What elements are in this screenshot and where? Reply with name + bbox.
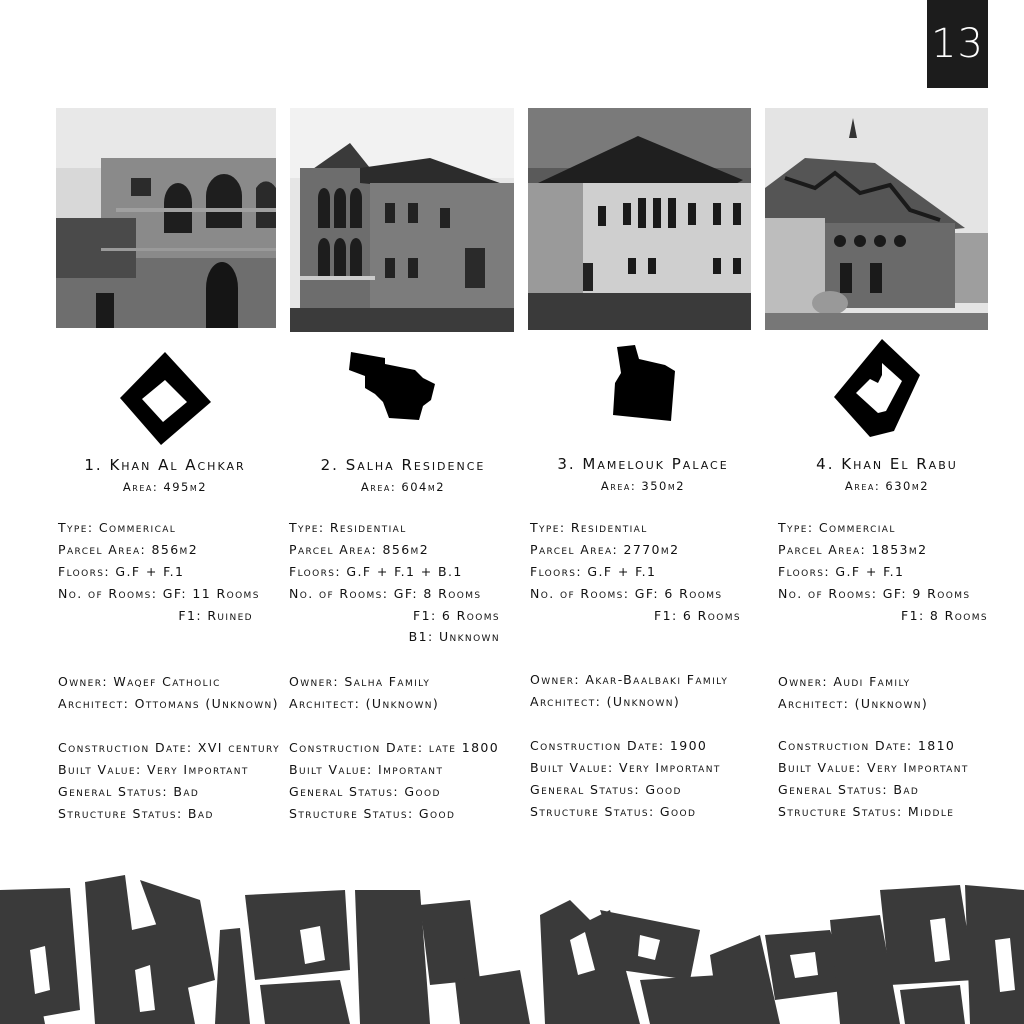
parcel-area: Parcel Area: 856m2 <box>58 542 199 557</box>
info-building-2-owner <box>289 671 439 715</box>
info-building-3-owner <box>530 669 728 713</box>
structure-status: Structure Status: Middle <box>778 804 955 819</box>
rooms: No. of Rooms: GF: 6 Rooms <box>530 586 723 601</box>
architect: Architect: (Unknown) <box>778 696 929 711</box>
structure-status: Structure Status: Bad <box>58 806 214 821</box>
urban-fabric-graphic <box>0 860 1024 1024</box>
construction-date: Construction Date: 1900 <box>530 738 708 753</box>
rooms-extra-2: B1: Unknown <box>408 629 500 644</box>
info-building-2-status <box>289 737 499 825</box>
rooms: No. of Rooms: GF: 9 Rooms <box>778 586 971 601</box>
info-building-3 <box>530 517 741 626</box>
rooms-extra: F1: Ruined <box>178 608 253 623</box>
architect: Architect: (Unknown) <box>289 696 440 711</box>
general-status: General Status: Bad <box>58 784 200 799</box>
area-building-4: Area: 630m2 <box>844 479 930 493</box>
floors: Floors: G.F + F.1 + B.1 <box>289 564 463 579</box>
floors: Floors: G.F + F.1 <box>58 564 185 579</box>
parcel-area: Parcel Area: 2770m2 <box>530 542 680 557</box>
rooms: No. of Rooms: GF: 11 Rooms <box>58 586 260 601</box>
plan-mamelouk-palace <box>605 343 680 428</box>
page-number: 13 <box>927 0 988 88</box>
built-value: Built Value: Very Important <box>778 760 969 775</box>
area-building-2: Area: 604m2 <box>360 480 446 494</box>
owner: Owner: Waqef Catholic <box>58 674 221 689</box>
info-building-3-status <box>530 735 721 823</box>
floors: Floors: G.F + F.1 <box>530 564 657 579</box>
built-value: Built Value: Important <box>289 762 444 777</box>
info-building-1 <box>58 517 260 626</box>
type: Type: Residential <box>289 520 407 535</box>
general-status: General Status: Good <box>289 784 441 799</box>
type: Type: Commercial <box>778 520 896 535</box>
photo-khan-al-achkar <box>56 108 276 328</box>
plan-khan-al-achkar <box>115 350 215 450</box>
title-building-2: 2. Salha Residence <box>320 456 486 474</box>
built-value: Built Value: Very Important <box>58 762 249 777</box>
type: Type: Commerical <box>58 520 177 535</box>
rooms-extra-1: F1: 6 Rooms <box>413 608 500 623</box>
built-value: Built Value: Very Important <box>530 760 721 775</box>
owner: Owner: Audi Family <box>778 674 911 689</box>
floors: Floors: G.F + F.1 <box>778 564 905 579</box>
area-building-1: Area: 495m2 <box>122 480 208 494</box>
info-building-1-status <box>58 737 280 825</box>
structure-status: Structure Status: Good <box>530 804 697 819</box>
parcel-area: Parcel Area: 1853m2 <box>778 542 928 557</box>
architect: Architect: Ottomans (Unknown) <box>58 696 279 711</box>
type: Type: Residential <box>530 520 648 535</box>
area-building-3: Area: 350m2 <box>600 479 686 493</box>
structure-status: Structure Status: Good <box>289 806 456 821</box>
parcel-area: Parcel Area: 856m2 <box>289 542 430 557</box>
title-building-1: 1. Khan Al Achkar <box>84 456 246 474</box>
architect: Architect: (Unknown) <box>530 694 681 709</box>
construction-date: Construction Date: 1810 <box>778 738 956 753</box>
info-building-2 <box>289 517 500 647</box>
info-building-1-owner <box>58 671 279 715</box>
title-building-4: 4. Khan El Rabu <box>816 455 958 473</box>
info-building-4-owner <box>778 671 928 715</box>
photo-salha-residence <box>290 108 514 332</box>
construction-date: Construction Date: late 1800 <box>289 740 500 755</box>
title-building-3: 3. Mamelouk Palace <box>557 455 729 473</box>
general-status: General Status: Bad <box>778 782 920 797</box>
plan-salha-residence <box>345 350 445 425</box>
rooms-extra: F1: 6 Rooms <box>654 608 741 623</box>
info-building-4-status <box>778 735 969 823</box>
general-status: General Status: Good <box>530 782 682 797</box>
info-building-4 <box>778 517 988 626</box>
plan-khan-el-rabu <box>830 335 925 440</box>
rooms: No. of Rooms: GF: 8 Rooms <box>289 586 482 601</box>
owner: Owner: Salha Family <box>289 674 431 689</box>
owner: Owner: Akar-Baalbaki Family <box>530 672 729 687</box>
rooms-extra: F1: 8 Rooms <box>901 608 988 623</box>
photo-khan-el-rabu <box>765 108 988 330</box>
construction-date: Construction Date: XVI century <box>58 740 281 755</box>
photo-mamelouk-palace <box>528 108 751 330</box>
